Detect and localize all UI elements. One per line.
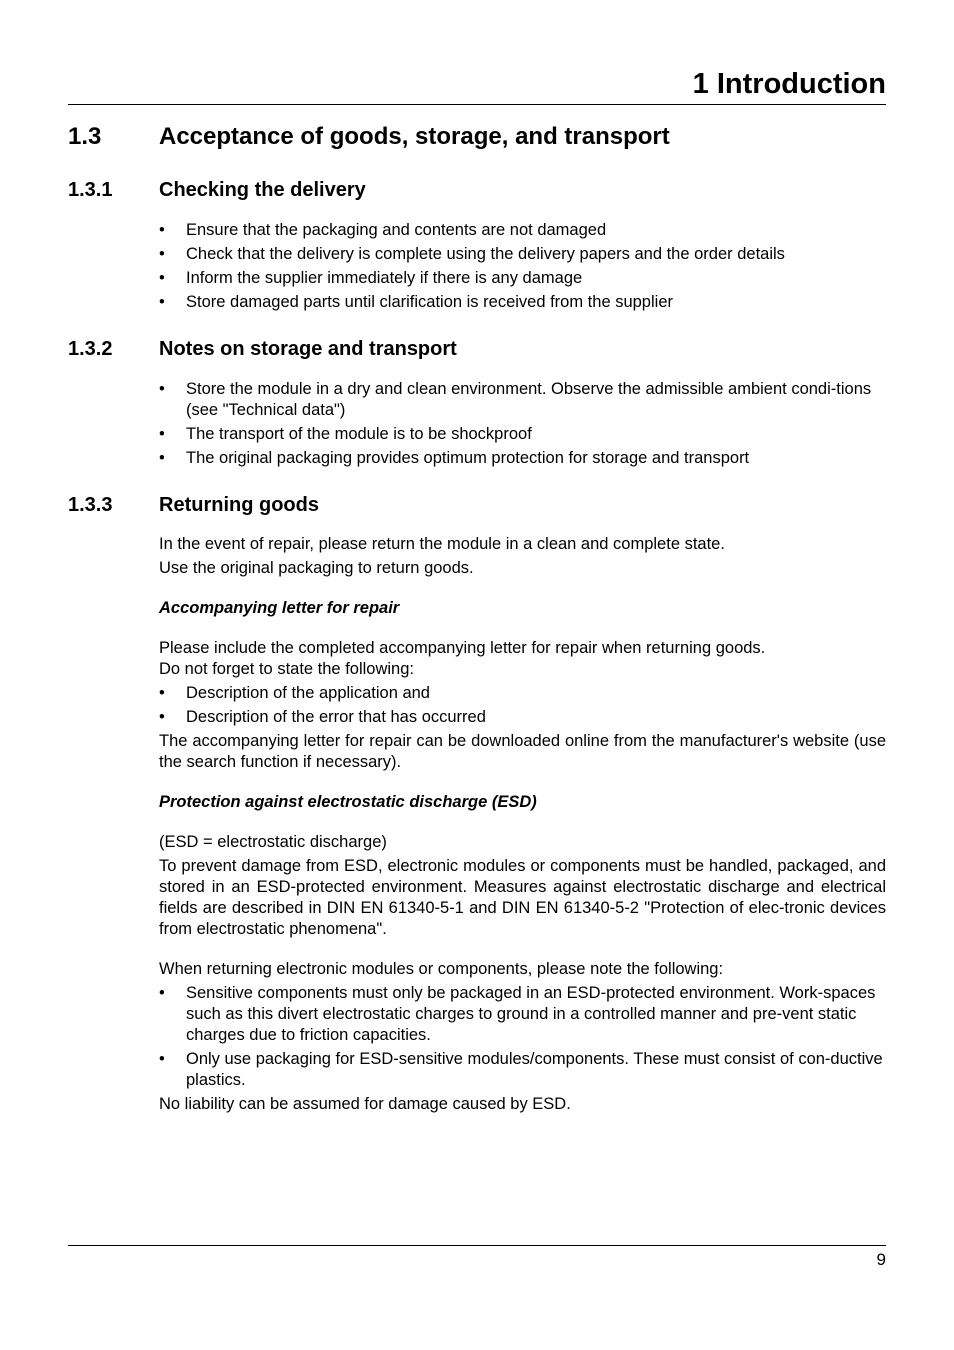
list-item: • Store the module in a dry and clean environment. Observe the admissible ambient condi-tions (see "Technical data") <box>159 379 886 421</box>
esd-list <box>159 983 886 1091</box>
esd-notes-block <box>159 959 886 1115</box>
esd-liability: No liability can be assumed for damage caused by ESD. <box>159 1095 571 1113</box>
subsection-title: Returning goods <box>159 494 319 516</box>
chapter-title: 1 Introduction <box>692 68 886 100</box>
checking-list <box>159 220 886 313</box>
subsection-title: Checking the delivery <box>159 179 366 201</box>
list-item: • Description of the application and <box>159 683 886 704</box>
checking-list-block <box>159 220 886 316</box>
list-item: • The original packaging provides optimum protection for storage and transport <box>159 448 886 469</box>
esd-paragraph: To prevent damage from ESD, electronic modules or components must be handled, packaged, and stored in an ESD-protected environment. Measures against electrostatic discharge and electrical fields are described in DIN EN 61340-5-1 and DIN EN 61340-5-2 "Protection of elec-tronic devices from electrostatic phenomena". <box>159 857 886 938</box>
footer-rule <box>68 1245 886 1246</box>
section-title: Acceptance of goods, storage, and transport <box>159 123 670 150</box>
list-item: • Store damaged parts until clarification is received from the supplier <box>159 292 886 313</box>
repair-list <box>159 683 886 728</box>
section-number: 1.3 <box>68 123 102 150</box>
repair-block <box>159 638 886 773</box>
storage-list-block <box>159 379 886 472</box>
intro-line: In the event of repair, please return the module in a clean and complete state. <box>159 535 725 553</box>
repair-text: Please include the completed accompanying letter for repair when returning goods. <box>159 639 766 657</box>
intro-line: Use the original packaging to return goods. <box>159 559 474 577</box>
header-rule <box>68 104 886 105</box>
returning-intro <box>159 534 886 579</box>
esd-block <box>159 832 886 940</box>
subsection-number: 1.3.3 <box>68 494 113 516</box>
esd-note-intro: When returning electronic modules or components, please note the following: <box>159 960 724 978</box>
list-item: • Check that the delivery is complete using the delivery papers and the order details <box>159 244 886 265</box>
esd-subheading: Protection against electrostatic discharge (ESD) <box>159 793 537 811</box>
list-item: • Inform the supplier immediately if there is any damage <box>159 268 886 289</box>
list-item: • Sensitive components must only be packaged in an ESD-protected environment. Work-spaces such as this divert electrostatic charges to ground in a controlled manner and pre-vent static charges due to friction capacities. <box>159 983 886 1046</box>
subsection-title: Notes on storage and transport <box>159 338 457 360</box>
subsection-number: 1.3.1 <box>68 179 113 201</box>
page-number: 9 <box>876 1250 886 1269</box>
list-item: • Ensure that the packaging and contents are not damaged <box>159 220 886 241</box>
repair-text: Do not forget to state the following: <box>159 660 414 678</box>
subsection-number: 1.3.2 <box>68 338 113 360</box>
storage-list <box>159 379 886 469</box>
list-item: • Only use packaging for ESD-sensitive modules/components. These must consist of con-ductive plastics. <box>159 1049 886 1091</box>
list-item: • Description of the error that has occurred <box>159 707 886 728</box>
esd-definition: (ESD = electrostatic discharge) <box>159 833 387 851</box>
repair-subheading: Accompanying letter for repair <box>159 599 400 617</box>
repair-closing: The accompanying letter for repair can be downloaded online from the manufacturer's website (use the search function if necessary). <box>159 732 886 771</box>
list-item: • The transport of the module is to be shockproof <box>159 424 886 445</box>
